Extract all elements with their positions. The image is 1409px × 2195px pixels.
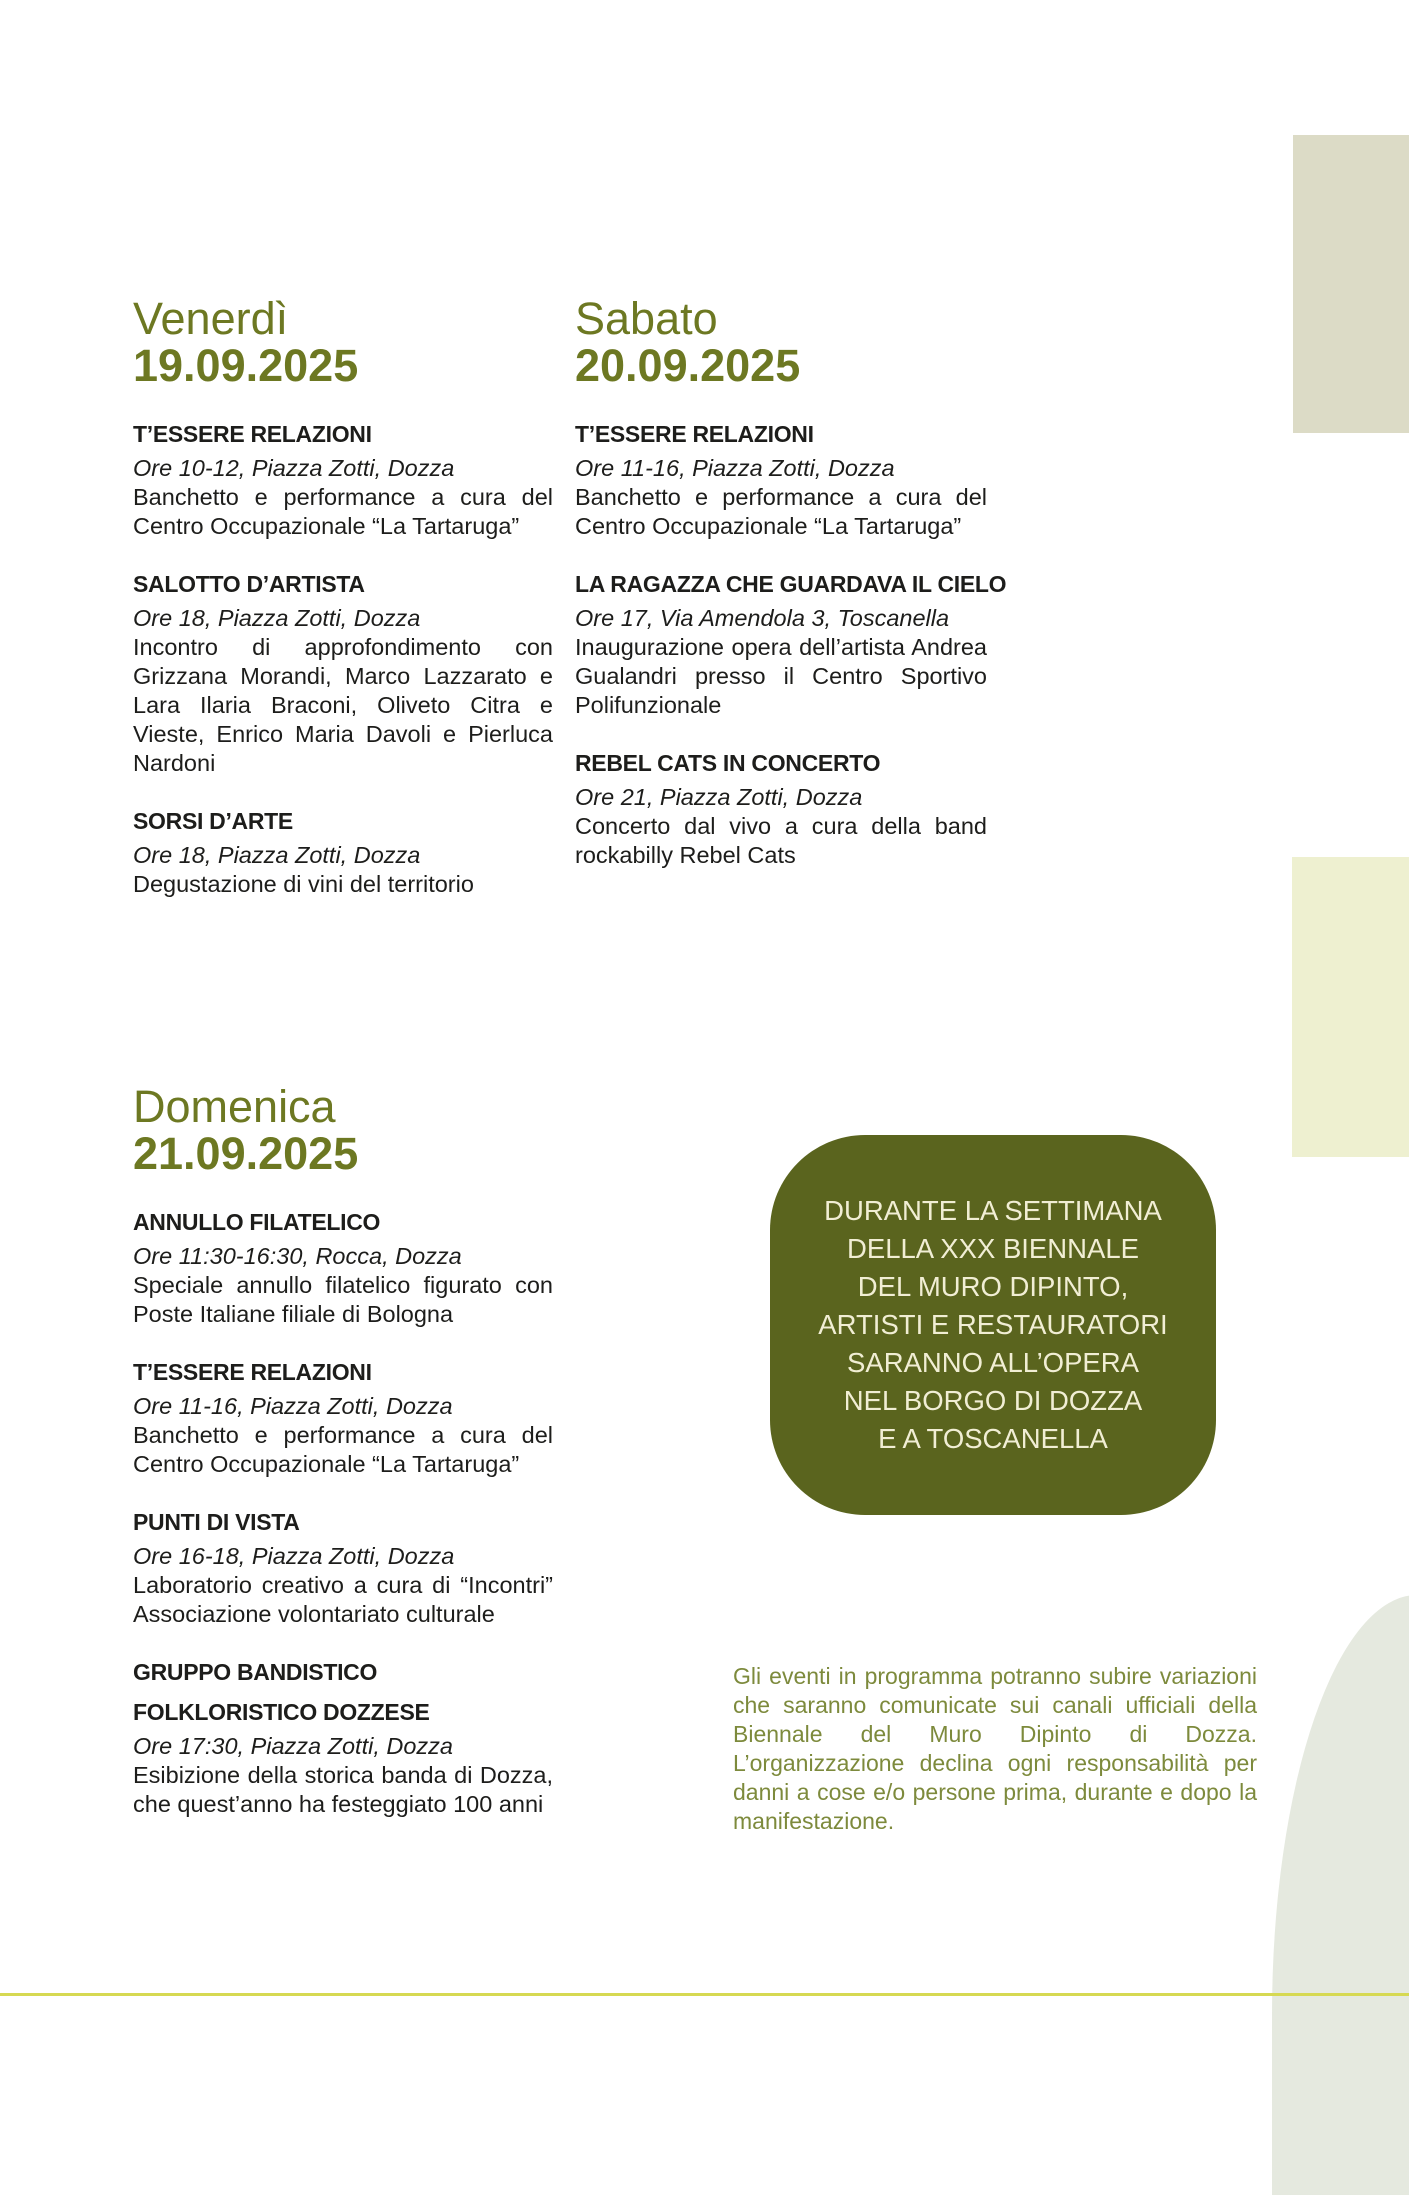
event-item — [133, 564, 553, 778]
day-column-sabato — [575, 293, 1007, 893]
event-description: Inaugurazione opera dell’artista Andrea Gualandri presso il Centro Sportivo Polifunzionale — [575, 633, 987, 718]
event-description: Laboratorio creativo a cura di “Incontri” Associazione volontariato culturale — [133, 1571, 553, 1627]
event-time-location: Ore 11-16, Piazza Zotti, Dozza — [133, 1392, 453, 1419]
event-item — [575, 414, 987, 541]
day-column-venerdi — [133, 295, 553, 922]
highlight-line: ARTISTI E RESTAURATORI — [818, 1309, 1168, 1340]
highlight-line: SARANNO ALL’OPERA — [847, 1347, 1139, 1378]
event-item — [133, 1502, 553, 1629]
event-title-line-2: FOLKLORISTICO DOZZESE — [133, 1698, 430, 1725]
event-title: SORSI D’ARTE — [133, 807, 293, 834]
day-date: 19.09.2025 — [133, 340, 359, 392]
event-title: PUNTI DI VISTA — [133, 1508, 300, 1535]
day-name: Domenica — [133, 1081, 336, 1132]
event-title: ANNULLO FILATELICO — [133, 1208, 381, 1235]
event-description: Esibizione della storica banda di Dozza, che quest’anno ha festeggiato 100 anni — [133, 1761, 553, 1817]
event-description: Degustazione di vini del territorio — [133, 870, 474, 897]
event-description: Banchetto e performance a cura del Centro Occupazionale “La Tartaruga” — [133, 1421, 553, 1477]
decor-blob-bottom-right — [1272, 1595, 1409, 2195]
event-description: Banchetto e performance a cura del Centro Occupazionale “La Tartaruga” — [575, 483, 987, 539]
event-item — [133, 1652, 553, 1819]
biennale-highlight-box — [770, 1135, 1216, 1515]
event-title-line-1: GRUPPO BANDISTICO — [133, 1658, 378, 1685]
event-description: Banchetto e performance a cura del Centro Occupazionale “La Tartaruga” — [133, 483, 553, 539]
day-date: 20.09.2025 — [575, 340, 801, 392]
day-heading — [133, 295, 553, 390]
event-item — [133, 414, 553, 541]
decor-rectangle-middle-right — [1292, 857, 1409, 1157]
day-heading — [575, 295, 987, 390]
event-item — [575, 743, 987, 870]
event-title: REBEL CATS IN CONCERTO — [575, 749, 881, 776]
event-title: T’ESSERE RELAZIONI — [133, 1358, 372, 1385]
event-item — [133, 1202, 553, 1329]
event-time-location: Ore 18, Piazza Zotti, Dozza — [133, 604, 421, 631]
event-title: SALOTTO D’ARTISTA — [133, 570, 365, 597]
event-item — [133, 801, 553, 899]
decor-bottom-line — [0, 1993, 1409, 1996]
event-title: T’ESSERE RELAZIONI — [575, 420, 814, 447]
event-time-location: Ore 11:30-16:30, Rocca, Dozza — [133, 1242, 462, 1269]
event-item — [575, 564, 1007, 720]
event-time-location: Ore 18, Piazza Zotti, Dozza — [133, 841, 421, 868]
event-item — [133, 1352, 553, 1479]
day-name: Sabato — [575, 293, 718, 344]
disclaimer-text: Gli eventi in programma potranno subire variazioni che saranno comunicate sui canali ufficiali della Biennale del Muro Dipinto di Dozza. L’organizzazione declina ogni responsabilità per danni a cose e/o persone prima, durante e dopo la manifestazione. — [733, 1663, 1257, 1834]
event-time-location: Ore 11-16, Piazza Zotti, Dozza — [575, 454, 895, 481]
day-heading — [133, 1083, 553, 1178]
event-title: T’ESSERE RELAZIONI — [133, 420, 372, 447]
highlight-line: E A TOSCANELLA — [878, 1423, 1108, 1454]
event-time-location: Ore 16-18, Piazza Zotti, Dozza — [133, 1542, 455, 1569]
highlight-line: DEL MURO DIPINTO, — [857, 1271, 1129, 1302]
event-time-location: Ore 10-12, Piazza Zotti, Dozza — [133, 454, 455, 481]
event-time-location: Ore 21, Piazza Zotti, Dozza — [575, 783, 863, 810]
event-description: Speciale annullo filatelico figurato con Poste Italiane filiale di Bologna — [133, 1271, 553, 1327]
event-description: Concerto dal vivo a cura della band rockabilly Rebel Cats — [575, 812, 987, 868]
day-column-domenica — [133, 1083, 553, 1842]
day-date: 21.09.2025 — [133, 1128, 359, 1180]
highlight-line: NEL BORGO DI DOZZA — [843, 1385, 1143, 1416]
event-title: LA RAGAZZA CHE GUARDAVA IL CIELO — [575, 570, 1007, 597]
highlight-line: DELLA XXX BIENNALE — [847, 1233, 1139, 1264]
highlight-line: DURANTE LA SETTIMANA — [824, 1195, 1162, 1226]
day-name: Venerdì — [133, 293, 289, 344]
event-time-location: Ore 17, Via Amendola 3, Toscanella — [575, 604, 950, 631]
decor-rectangle-top-right — [1293, 135, 1409, 433]
event-description: Incontro di approfondimento con Grizzana Morandi, Marco Lazzarato e Lara Ilaria Braconi, Oliveto Citra e Vieste, Enrico Maria Davoli e Pierluca Nardoni — [133, 633, 553, 776]
event-time-location: Ore 17:30, Piazza Zotti, Dozza — [133, 1732, 454, 1759]
